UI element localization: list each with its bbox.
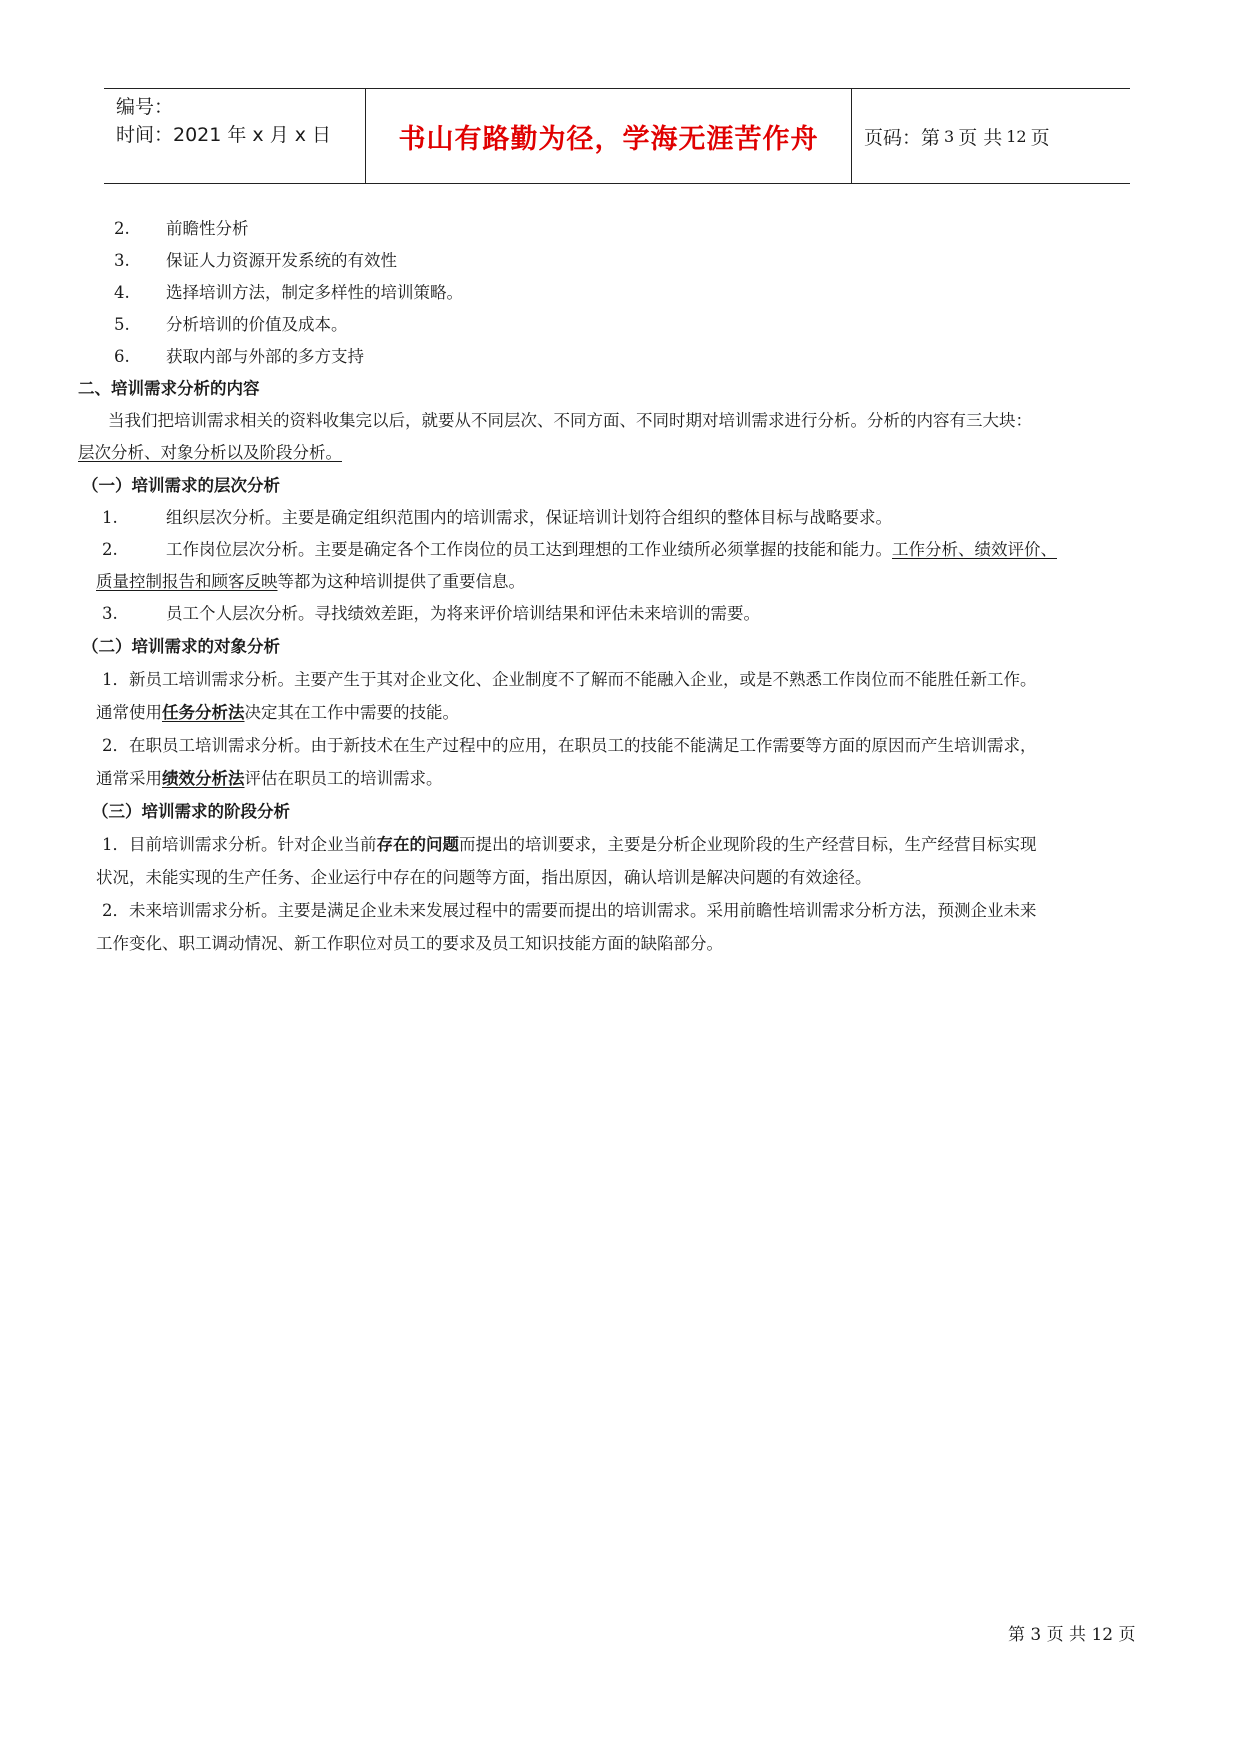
- paragraph: [102, 831, 1037, 855]
- subsection-title: （二）培训需求的对象分析: [82, 637, 280, 656]
- list-item: [102, 536, 1057, 560]
- footer-page-total: 12: [1091, 1625, 1114, 1645]
- list-item-text: 等都为这种培训提供了重要信息。: [277, 572, 525, 591]
- paragraph: 2．未来培训需求分析。主要是满足企业未来发展过程中的需要而提出的培训需求。采用前瞻性培训需求分析方法，预测企业未来: [102, 901, 1037, 920]
- list-item: [114, 215, 249, 239]
- list-item: [102, 600, 760, 624]
- paragraph: [96, 699, 459, 723]
- list-item-text: 员工个人层次分析。寻找绩效差距，为将来评价培训结果和评估未来培训的需要。: [166, 604, 760, 623]
- list-item-number: 3.: [102, 604, 118, 623]
- list-item-continuation: [96, 568, 525, 592]
- list-item-text: 分析培训的价值及成本。: [166, 315, 348, 334]
- list-item-number: 5.: [114, 315, 130, 334]
- header-left-cell: [104, 89, 366, 183]
- page-number: 3: [944, 126, 955, 146]
- list-item: [102, 504, 892, 528]
- bold-term: 绩效分析法: [162, 769, 245, 788]
- bold-term: 存在的问题: [376, 835, 459, 854]
- footer-page-number: 3: [1030, 1625, 1042, 1645]
- text: 而提出的培训要求，主要是分析企业现阶段的生产经营目标，生产经营目标实现: [459, 835, 1037, 854]
- header-table: [104, 88, 1130, 184]
- list-item-text: 工作岗位层次分析。主要是确定各个工作岗位的员工达到理想的工作业绩所必须掌握的技能和能力。: [166, 540, 892, 559]
- text: 决定其在工作中需要的技能。: [244, 703, 459, 722]
- time-label: 时间：2021 年 x 月 x 日: [116, 124, 332, 146]
- footer-mid: 页 共: [1046, 1625, 1087, 1645]
- subsection-title: （三）培训需求的阶段分析: [92, 802, 290, 821]
- list-item-number: 3.: [114, 251, 130, 270]
- text: 通常使用: [96, 703, 162, 722]
- page-total: 12: [1006, 126, 1027, 146]
- footer-prefix: 第: [1008, 1625, 1025, 1645]
- page-prefix: 页码：第: [864, 126, 941, 149]
- bold-term: 任务分析法: [162, 703, 245, 722]
- page-footer: [1008, 1620, 1136, 1645]
- paragraph: 当我们把培训需求相关的资料收集完以后，就要从不同层次、不同方面、不同时期对培训需求进行分析。分析的内容有三大块：: [108, 411, 1032, 430]
- list-item-text: 前瞻性分析: [166, 219, 249, 238]
- paragraph-underlined: 层次分析、对象分析以及阶段分析。: [78, 443, 342, 462]
- paragraph: 状况，未能实现的生产任务、企业运行中存在的问题等方面，指出原因，确认培训是解决问题的有效途径。: [96, 868, 872, 887]
- paragraph: 1．新员工培训需求分析。主要产生于其对企业文化、企业制度不了解而不能融入企业，或是不熟悉工作岗位而不能胜任新工作。: [102, 670, 1037, 689]
- header-page-cell: [852, 89, 1130, 183]
- section-title: 二、培训需求分析的内容: [78, 379, 260, 398]
- list-item-number: 2.: [114, 219, 130, 238]
- list-item-number: 6.: [114, 347, 130, 366]
- list-item: [114, 343, 364, 367]
- footer-suffix: 页: [1118, 1625, 1136, 1645]
- header-motto: 书山有路勤为径，学海无涯苦作舟: [366, 89, 852, 183]
- list-item-number: 1.: [102, 508, 118, 527]
- list-item-text: 保证人力资源开发系统的有效性: [166, 251, 397, 270]
- paragraph: 工作变化、职工调动情况、新工作职位对员工的要求及员工知识技能方面的缺陷部分。: [96, 934, 723, 953]
- underlined-text: 工作分析、绩效评价、: [892, 540, 1057, 559]
- list-item-number: 4.: [114, 283, 130, 302]
- list-item-number: 2.: [102, 540, 118, 559]
- page-suffix: 页: [1030, 126, 1050, 149]
- list-item: [114, 311, 348, 335]
- text: 评估在职员工的培训需求。: [244, 769, 443, 788]
- text: 1．目前培训需求分析。针对企业当前: [102, 835, 377, 854]
- list-item: [114, 247, 397, 271]
- list-item-text: 选择培训方法，制定多样性的培训策略。: [166, 283, 463, 302]
- serial-label: 编号：: [116, 96, 174, 118]
- text: 通常采用: [96, 769, 162, 788]
- paragraph: [96, 765, 443, 789]
- subsection-title: （一）培训需求的层次分析: [82, 476, 280, 495]
- underlined-text: 质量控制报告和顾客反映: [96, 572, 278, 591]
- paragraph: 2．在职员工培训需求分析。由于新技术在生产过程中的应用，在职员工的技能不能满足工作需要等方面的原因而产生培训需求，: [102, 736, 1037, 755]
- list-item-text: 组织层次分析。主要是确定组织范围内的培训需求，保证培训计划符合组织的整体目标与战略要求。: [166, 508, 892, 527]
- list-item-text: 获取内部与外部的多方支持: [166, 347, 364, 366]
- list-item: [114, 279, 463, 303]
- page-mid: 页 共: [958, 126, 1003, 149]
